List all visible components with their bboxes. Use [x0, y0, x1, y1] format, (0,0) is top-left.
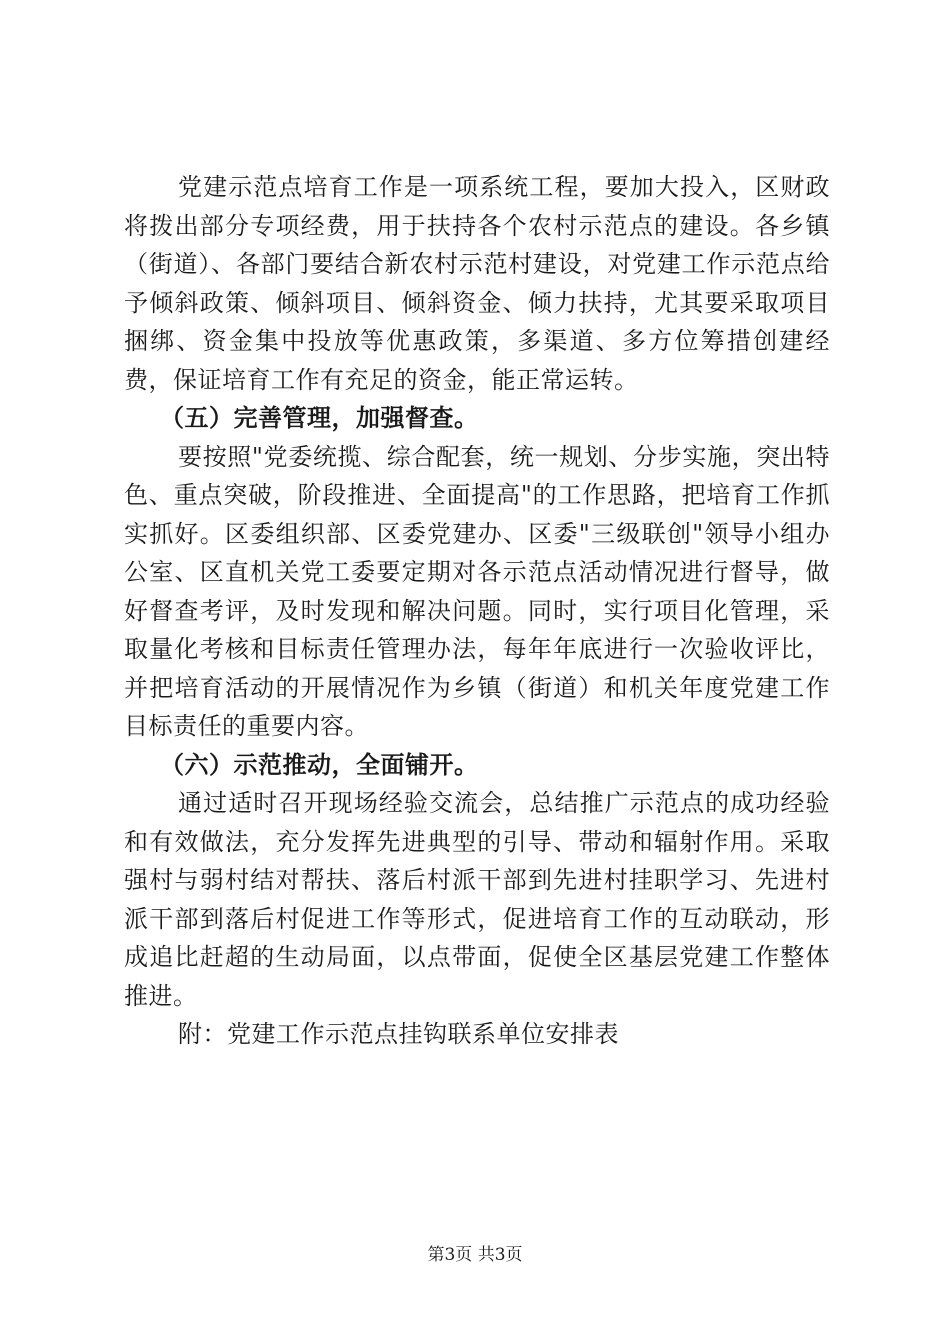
- page-number-footer: 第3页 共3页: [427, 1245, 523, 1265]
- document-body: [124, 168, 830, 1054]
- paragraph-demonstration: 通过适时召开现场经验交流会，总结推广示范点的成功经验和有效做法，充分发挥先进典型的引导、带动和辐射作用。采取强村与弱村结对帮扶、落后村派干部到先进村挂职学习、先进村派干部到落后村促进工作等形式，促进培育工作的互动联动，形成追比赶超的生动局面，以点带面，促使全区基层党建工作整体推进。: [124, 789, 830, 1010]
- paragraph-funding: 党建示范点培育工作是一项系统工程，要加大投入，区财政将拨出部分专项经费，用于扶持各个农村示范点的建设。各乡镇（街道）、各部门要结合新农村示范村建设，对党建工作示范点给予倾斜政策、倾斜项目、倾斜资金、倾力扶持，尤其要采取项目捆绑、资金集中投放等优惠政策，多渠道、多方位筹措创建经费，保证培育工作有充足的资金，能正常运转。: [124, 173, 830, 394]
- section-heading-management: （五）完善管理，加强督查。: [160, 404, 479, 432]
- paragraph-attachment-note: 附：党建工作示范点挂钩联系单位安排表: [178, 1020, 619, 1048]
- section-heading-demonstration: （六）示范推动，全面铺开。: [160, 750, 479, 779]
- paragraph-management: 要按照"党委统揽、综合配套，统一规划、分步实施，突出特色、重点突破，阶段推进、全面提高"的工作思路，把培育工作抓实抓好。区委组织部、区委党建办、区委"三级联创"领导小组办公室、区直机关党工委要定期对各示范点活动情况进行督导，做好督查考评，及时发现和解决问题。同时，实行项目化管理，采取量化考核和目标责任管理办法，每年年底进行一次验收评比，并把培育活动的开展情况作为乡镇（街道）和机关年度党建工作目标责任的重要内容。: [124, 442, 830, 740]
